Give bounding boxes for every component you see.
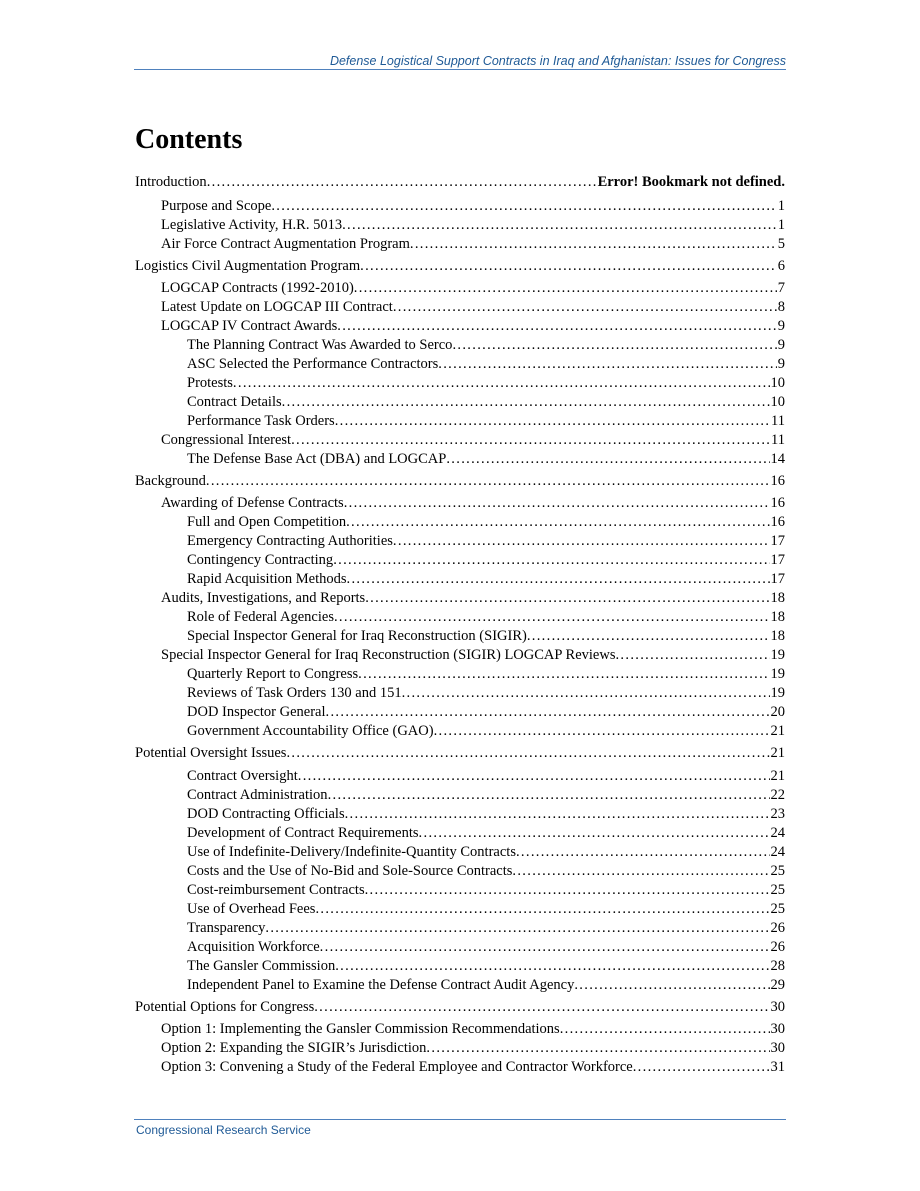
toc-page-number: 16 <box>770 495 785 511</box>
header-rule <box>134 69 786 70</box>
toc-page-number: 16 <box>770 514 785 530</box>
toc-page-number: 19 <box>770 647 785 663</box>
toc-entry[interactable] <box>135 355 785 374</box>
toc-entry-title: Independent Panel to Examine the Defense Contract Audit Agency <box>187 977 575 993</box>
toc-dot-leader <box>365 881 770 900</box>
toc-entry-title: Congressional Interest <box>161 432 292 448</box>
toc-dot-leader <box>574 976 769 995</box>
toc-entry[interactable] <box>135 1058 785 1077</box>
toc-dot-leader <box>333 551 769 570</box>
toc-entry[interactable] <box>135 235 785 254</box>
toc-entry-title: Full and Open Competition <box>187 514 347 530</box>
toc-page-number: 22 <box>770 787 785 803</box>
toc-entry-title: Contract Administration <box>187 787 328 803</box>
toc-page-number: 19 <box>770 666 785 682</box>
footer-text: Congressional Research Service <box>136 1123 311 1137</box>
toc-entry[interactable] <box>135 513 785 532</box>
toc-dot-leader <box>360 257 777 276</box>
toc-page-number: 19 <box>770 685 785 701</box>
toc-page-number: 11 <box>771 413 785 429</box>
toc-entry-title: Role of Federal Agencies <box>187 609 334 625</box>
toc-dot-leader <box>335 957 769 976</box>
toc-entry[interactable] <box>135 767 785 786</box>
toc-entry[interactable] <box>135 919 785 938</box>
toc-page-number: 1 <box>777 198 785 214</box>
toc-dot-leader <box>446 450 769 469</box>
toc-entry[interactable] <box>135 744 785 763</box>
toc-entry-title: Introduction <box>135 174 207 190</box>
toc-entry-title: Option 2: Expanding the SIGIR’s Jurisdiction <box>161 1040 427 1056</box>
toc-entry-title: Special Inspector General for Iraq Reconstruction (SIGIR) <box>187 628 527 644</box>
toc-page-number: 26 <box>770 920 785 936</box>
toc-entry[interactable] <box>135 1020 785 1039</box>
toc-page-number: 9 <box>777 318 785 334</box>
toc-dot-leader <box>402 684 770 703</box>
toc-entry[interactable] <box>135 608 785 627</box>
toc-entry-title: ASC Selected the Performance Contractors <box>187 356 439 372</box>
toc-dot-leader <box>512 862 769 881</box>
toc-dot-leader <box>633 1058 770 1077</box>
running-header: Defense Logistical Support Contracts in Iraq and Afghanistan: Issues for Congress <box>329 54 786 68</box>
toc-entry-title: LOGCAP IV Contract Awards <box>161 318 338 334</box>
toc-dot-leader <box>282 393 770 412</box>
toc-entry[interactable] <box>135 279 785 298</box>
toc-entry[interactable] <box>135 862 785 881</box>
toc-page-number: 30 <box>770 1040 785 1056</box>
toc-entry[interactable] <box>135 450 785 469</box>
toc-entry-title: Performance Task Orders <box>187 413 335 429</box>
toc-page-number: 21 <box>770 768 785 784</box>
toc-page-number: 9 <box>777 337 785 353</box>
toc-entry[interactable] <box>135 665 785 684</box>
toc-entry[interactable] <box>135 494 785 513</box>
toc-dot-leader <box>233 374 770 393</box>
toc-entry-title: LOGCAP Contracts (1992-2010) <box>161 280 354 296</box>
toc-entry[interactable] <box>135 938 785 957</box>
toc-page-number: 25 <box>770 901 785 917</box>
toc-page-number: 24 <box>770 844 785 860</box>
toc-entry[interactable] <box>135 393 785 412</box>
toc-dot-leader <box>419 824 770 843</box>
toc-entry[interactable] <box>135 824 785 843</box>
toc-page-number: 1 <box>777 217 785 233</box>
toc-page-number: 10 <box>770 375 785 391</box>
toc-entry-title: Potential Options for Congress <box>135 999 315 1015</box>
toc-entry[interactable] <box>135 257 785 276</box>
toc-page-number: 21 <box>770 745 785 761</box>
toc-page-number: 26 <box>770 939 785 955</box>
toc-page-number: 8 <box>777 299 785 315</box>
toc-entry[interactable] <box>135 216 785 235</box>
toc-entry-title: Emergency Contracting Authorities <box>187 533 393 549</box>
toc-entry-title: Special Inspector General for Iraq Reconstruction (SIGIR) LOGCAP Reviews <box>161 647 616 663</box>
toc-entry-title: Contingency Contracting <box>187 552 334 568</box>
toc-page-number: 17 <box>770 533 785 549</box>
toc-dot-leader <box>344 494 770 513</box>
toc-entry[interactable] <box>135 786 785 805</box>
toc-dot-leader <box>320 938 770 957</box>
toc-entry[interactable] <box>135 684 785 703</box>
toc-entry-title: DOD Inspector General <box>187 704 326 720</box>
toc-entry[interactable] <box>135 472 785 491</box>
toc-dot-leader <box>298 767 770 786</box>
toc-page-number: 21 <box>770 723 785 739</box>
toc-entry-title: Rapid Acquisition Methods <box>187 571 347 587</box>
toc-dot-leader <box>206 472 770 491</box>
toc-entry[interactable] <box>135 722 785 741</box>
toc-entry-title: Quarterly Report to Congress <box>187 666 359 682</box>
toc-entry[interactable] <box>135 627 785 646</box>
toc-page-number: 23 <box>770 806 785 822</box>
toc-entry-title: Development of Contract Requirements <box>187 825 419 841</box>
toc-entry[interactable] <box>135 173 785 192</box>
toc-entry[interactable] <box>135 805 785 824</box>
toc-entry-title: Contract Oversight <box>187 768 298 784</box>
toc-dot-leader <box>326 703 770 722</box>
toc-entry-title: Air Force Contract Augmentation Program <box>161 236 410 252</box>
toc-page-number: 20 <box>770 704 785 720</box>
toc-entry[interactable] <box>135 532 785 551</box>
toc-entry-title: Costs and the Use of No-Bid and Sole-Source Contracts <box>187 863 513 879</box>
toc-page-number: 9 <box>777 356 785 372</box>
toc-entry-title: Protests <box>187 375 233 391</box>
toc-dot-leader <box>346 513 769 532</box>
toc-entry[interactable] <box>135 881 785 900</box>
toc-page-number: 31 <box>770 1059 785 1075</box>
toc-dot-leader <box>345 805 770 824</box>
toc-entry[interactable] <box>135 570 785 589</box>
toc-entry-title: Background <box>135 473 206 489</box>
toc-entry[interactable] <box>135 998 785 1017</box>
toc-dot-leader <box>527 627 770 646</box>
toc-page-number: Error! Bookmark not defined. <box>597 174 785 190</box>
toc-page-number: 6 <box>777 258 785 274</box>
toc-dot-leader <box>393 532 770 551</box>
toc-entry[interactable] <box>135 431 785 450</box>
toc-entry-title: Acquisition Workforce <box>187 939 320 955</box>
toc-dot-leader <box>335 412 770 431</box>
toc-entry-title: Awarding of Defense Contracts <box>161 495 344 511</box>
toc-page-number: 28 <box>770 958 785 974</box>
toc-entry[interactable] <box>135 298 785 317</box>
toc-entry-title: DOD Contracting Officials <box>187 806 345 822</box>
toc-dot-leader <box>265 919 769 938</box>
toc-dot-leader <box>334 608 770 627</box>
toc-entry[interactable] <box>135 374 785 393</box>
toc-dot-leader <box>314 998 769 1017</box>
toc-dot-leader <box>434 722 770 741</box>
toc-page-number: 7 <box>777 280 785 296</box>
toc-entry-title: The Defense Base Act (DBA) and LOGCAP <box>187 451 447 467</box>
toc-entry-title: Purpose and Scope <box>161 198 272 214</box>
toc-entry-title: Audits, Investigations, and Reports <box>161 590 366 606</box>
toc-entry[interactable] <box>135 1039 785 1058</box>
toc-page-number: 14 <box>770 451 785 467</box>
toc-entry-title: Government Accountability Office (GAO) <box>187 723 434 739</box>
toc-dot-leader <box>452 336 776 355</box>
toc-page-number: 18 <box>770 609 785 625</box>
toc-entry-title: Latest Update on LOGCAP III Contract <box>161 299 393 315</box>
toc-page-number: 25 <box>770 863 785 879</box>
toc-dot-leader <box>560 1020 770 1039</box>
toc-dot-leader <box>438 355 776 374</box>
toc-dot-leader <box>342 216 777 235</box>
toc-page-number: 16 <box>770 473 785 489</box>
toc-page-number: 10 <box>770 394 785 410</box>
toc-entry[interactable] <box>135 197 785 216</box>
toc-page-number: 11 <box>771 432 785 448</box>
toc-entry[interactable] <box>135 336 785 355</box>
toc-entry[interactable] <box>135 589 785 608</box>
toc-entry[interactable] <box>135 843 785 862</box>
toc-dot-leader <box>286 744 769 763</box>
toc-entry[interactable] <box>135 957 785 976</box>
toc-page-number: 17 <box>770 552 785 568</box>
toc-page-number: 30 <box>770 1021 785 1037</box>
toc-page-number: 17 <box>770 571 785 587</box>
toc-entry-title: Use of Indefinite-Delivery/Indefinite-Quantity Contracts <box>187 844 516 860</box>
toc-dot-leader <box>354 279 777 298</box>
toc-entry-title: Option 3: Convening a Study of the Federal Employee and Contractor Workforce <box>161 1059 633 1075</box>
toc-entry-title: Option 1: Implementing the Gansler Commission Recommendations <box>161 1021 560 1037</box>
toc-page-number: 5 <box>777 236 785 252</box>
toc-dot-leader <box>291 431 770 450</box>
toc-entry-title: The Gansler Commission <box>187 958 336 974</box>
toc-entry-title: Potential Oversight Issues <box>135 745 287 761</box>
toc-dot-leader <box>426 1039 769 1058</box>
toc-entry-title: Reviews of Task Orders 130 and 151 <box>187 685 402 701</box>
toc-dot-leader <box>615 646 769 665</box>
toc-dot-leader <box>328 786 770 805</box>
toc-dot-leader <box>516 843 770 862</box>
toc-entry[interactable] <box>135 703 785 722</box>
toc-entry[interactable] <box>135 551 785 570</box>
toc-dot-leader <box>207 173 597 192</box>
toc-dot-leader <box>393 298 777 317</box>
toc-entry-title: Transparency <box>187 920 266 936</box>
footer-rule <box>134 1119 786 1120</box>
toc-entry[interactable] <box>135 976 785 995</box>
toc-entry[interactable] <box>135 317 785 336</box>
toc-entry-title: Contract Details <box>187 394 282 410</box>
toc-dot-leader <box>410 235 777 254</box>
toc-page-number: 25 <box>770 882 785 898</box>
toc-entry[interactable] <box>135 412 785 431</box>
toc-entry-title: Cost-reimbursement Contracts <box>187 882 365 898</box>
toc-entry[interactable] <box>135 900 785 919</box>
toc-page-number: 24 <box>770 825 785 841</box>
toc-entry-title: Logistics Civil Augmentation Program <box>135 258 361 274</box>
toc-entry-title: Legislative Activity, H.R. 5013 <box>161 217 343 233</box>
toc-page-number: 18 <box>770 628 785 644</box>
toc-page-number: 18 <box>770 590 785 606</box>
toc-dot-leader <box>358 665 769 684</box>
toc-entry-title: The Planning Contract Was Awarded to Serco <box>187 337 453 353</box>
toc-page-number: 30 <box>770 999 785 1015</box>
toc-page-number: 29 <box>770 977 785 993</box>
toc-dot-leader <box>315 900 769 919</box>
toc-dot-leader <box>337 317 776 336</box>
page-title: Contents <box>135 124 243 155</box>
toc-entry-title: Use of Overhead Fees <box>187 901 316 917</box>
toc-entry[interactable] <box>135 646 785 665</box>
toc-dot-leader <box>365 589 769 608</box>
toc-dot-leader <box>271 197 776 216</box>
toc-dot-leader <box>347 570 770 589</box>
